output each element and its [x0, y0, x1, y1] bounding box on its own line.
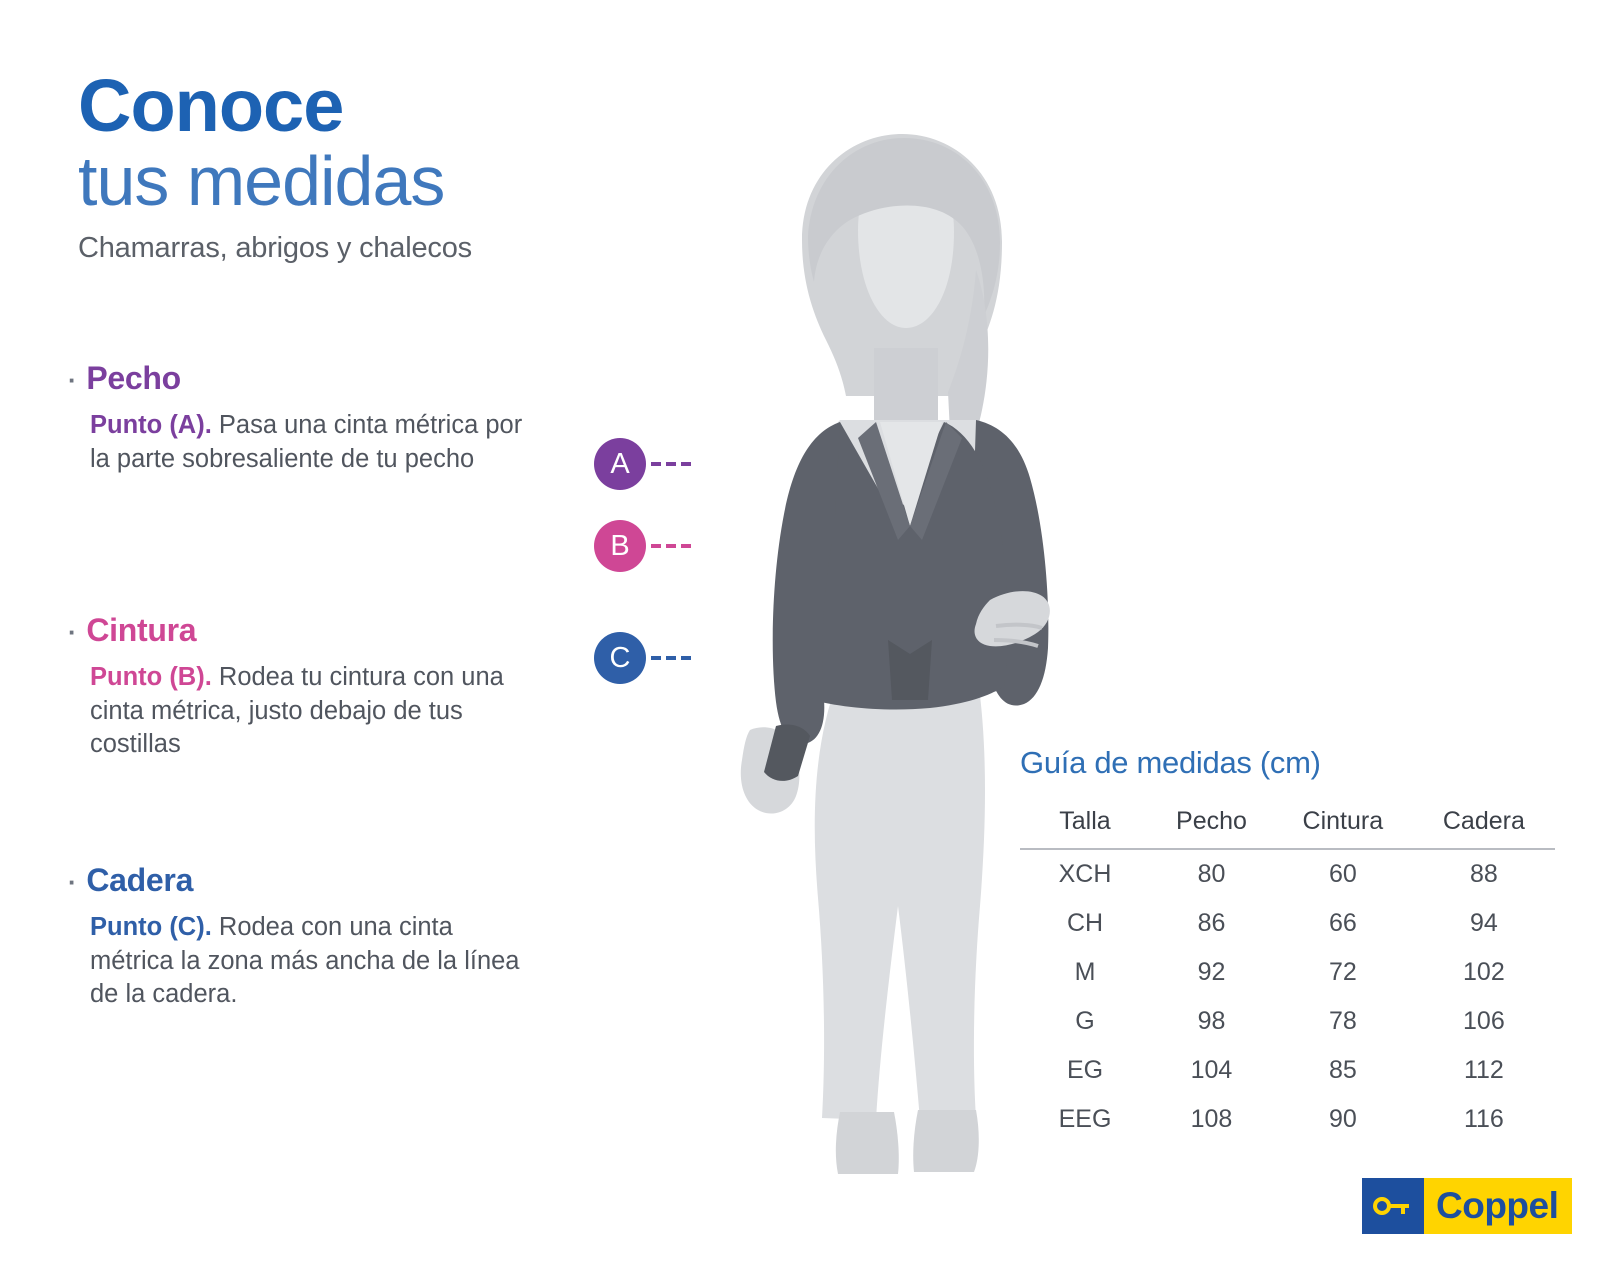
- bullet-icon: ·: [68, 867, 77, 897]
- table-row: [1020, 948, 1555, 997]
- section-description: [90, 661, 540, 762]
- size-guide: [1020, 745, 1565, 1144]
- key-icon: [1362, 1178, 1424, 1234]
- cell-cadera: 112: [1463, 1056, 1504, 1084]
- section-title: Cadera: [86, 862, 194, 898]
- column-header-cintura: Cintura: [1273, 803, 1413, 849]
- title-subtitle: Chamarras, abrigos y chalecos: [78, 232, 472, 265]
- cell-pecho: 80: [1197, 860, 1226, 888]
- cell-talla: EEG: [1058, 1105, 1112, 1133]
- table-header-row: [1020, 803, 1555, 849]
- cell-cadera: 102: [1463, 958, 1505, 986]
- marker-c-circle: C: [594, 632, 646, 684]
- table-row: [1020, 899, 1555, 948]
- title-line-2: tus medidas: [78, 141, 445, 220]
- bullet-icon: ·: [68, 617, 77, 647]
- table-row: [1020, 997, 1555, 1046]
- coppel-logo: [1362, 1178, 1572, 1234]
- cell-cadera: 94: [1469, 909, 1498, 937]
- table-row: [1020, 1095, 1555, 1144]
- marker-c: [594, 632, 696, 684]
- section-description: [90, 409, 540, 476]
- table-row: [1020, 849, 1555, 899]
- column-header-cadera: Cadera: [1413, 803, 1555, 849]
- point-text: Rodea con una cinta métrica la zona más ancha de la línea de la cadera.: [90, 913, 520, 1009]
- key-glyph: [1373, 1195, 1413, 1217]
- cell-cadera: 106: [1463, 1007, 1505, 1035]
- logo-wordmark: Coppel: [1424, 1178, 1572, 1234]
- cell-talla: CH: [1066, 909, 1104, 937]
- section-heading: [68, 862, 568, 899]
- marker-b-circle: B: [594, 520, 646, 572]
- cell-pecho: 108: [1190, 1105, 1233, 1133]
- title-line-1: Conoce: [78, 64, 344, 147]
- marker-a: [594, 438, 696, 490]
- marker-b: [594, 520, 696, 572]
- cell-cintura: 66: [1328, 909, 1357, 937]
- cell-pecho: 98: [1197, 1007, 1226, 1035]
- section-title: Cintura: [86, 612, 197, 648]
- cell-cintura: 85: [1328, 1056, 1357, 1084]
- point-label: Punto (A).: [90, 411, 212, 439]
- table-row: [1020, 1046, 1555, 1095]
- cell-talla: G: [1075, 1007, 1095, 1035]
- cell-pecho: 104: [1190, 1056, 1233, 1084]
- cell-cintura: 78: [1328, 1007, 1357, 1035]
- section-heading: [68, 612, 568, 649]
- cell-cadera: 116: [1463, 1105, 1504, 1133]
- column-header-pecho: Pecho: [1150, 803, 1273, 849]
- point-text: Rodea tu cintura con una cinta métrica, justo debajo de tus costillas: [90, 663, 504, 759]
- section-title: Pecho: [86, 360, 181, 396]
- section-heading: [68, 360, 568, 397]
- cell-cintura: 60: [1328, 860, 1357, 888]
- cell-cadera: 88: [1469, 860, 1498, 888]
- point-text: Pasa una cinta métrica por la parte sobresaliente de tu pecho: [90, 411, 523, 473]
- measurement-section-cintura: [68, 612, 568, 762]
- cell-pecho: 92: [1197, 958, 1226, 986]
- cell-talla: M: [1074, 958, 1096, 986]
- column-header-talla: Talla: [1020, 803, 1150, 849]
- point-label: Punto (C).: [90, 913, 212, 941]
- cell-talla: EG: [1066, 1056, 1104, 1084]
- cell-pecho: 86: [1197, 909, 1226, 937]
- measurement-section-pecho: [68, 360, 568, 476]
- size-guide-title: Guía de medidas (cm): [1020, 745, 1321, 780]
- size-guide-table: [1020, 803, 1555, 1144]
- section-description: [90, 911, 540, 1012]
- bullet-icon: ·: [68, 365, 77, 395]
- point-label: Punto (B).: [90, 663, 212, 691]
- measurement-section-cadera: [68, 862, 568, 1012]
- cell-talla: XCH: [1058, 860, 1112, 888]
- cell-cintura: 90: [1328, 1105, 1357, 1133]
- page-title: [78, 64, 698, 265]
- marker-a-circle: A: [594, 438, 646, 490]
- cell-cintura: 72: [1328, 958, 1357, 986]
